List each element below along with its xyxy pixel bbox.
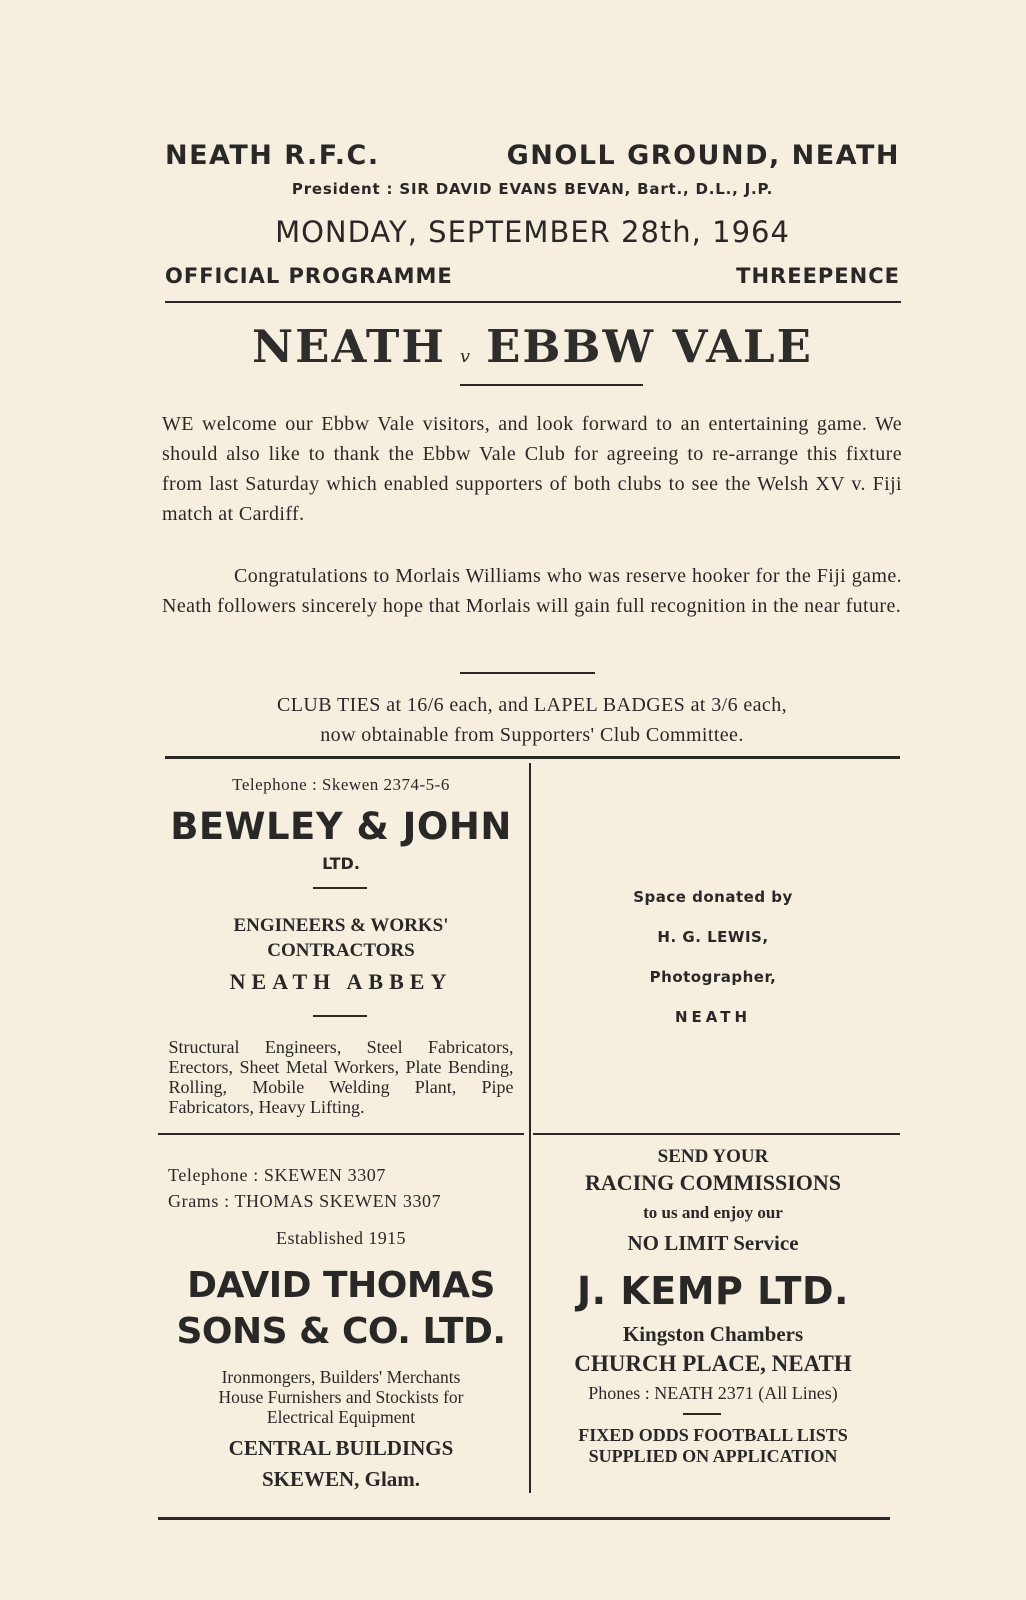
kemp-phones: Phones : NEATH 2371 (All Lines) xyxy=(588,1383,838,1403)
notice-line-1: CLUB TIES at 16/6 each, and LAPEL BADGES at 3/6 each, xyxy=(277,694,787,716)
header-top-row xyxy=(165,140,900,171)
david-thomas-advert xyxy=(160,1162,522,1495)
thomas-company-name-1: DAVID THOMAS xyxy=(187,1265,495,1306)
match-title xyxy=(165,320,900,373)
header-rule xyxy=(165,301,901,303)
kemp-advert xyxy=(525,1145,901,1467)
thomas-telephone: Telephone : SKEWEN 3307 xyxy=(168,1165,386,1185)
home-team: NEATH xyxy=(252,320,446,373)
kemp-company-name: J. KEMP LTD. xyxy=(577,1269,849,1313)
ads-mid-rule-left xyxy=(158,1133,524,1135)
kemp-line-2: RACING COMMISSIONS xyxy=(584,1170,842,1195)
kemp-line-1: SEND YOUR xyxy=(657,1146,769,1167)
congratulations-paragraph: Congratulations to Morlais Williams who was reserve hooker for the Fiji game. Neath followers sincerely hope that Morlais will gain full recognition in the near future. xyxy=(162,565,902,617)
president-line: President : SIR DAVID EVANS BEVAN, Bart., D.L., J.P. xyxy=(291,180,774,198)
lewis-name: H. G. LEWIS, xyxy=(657,928,769,946)
ads-bottom-rule xyxy=(158,1517,890,1520)
bewley-ltd: LTD. xyxy=(322,854,360,873)
kemp-address-2: CHURCH PLACE, NEATH xyxy=(574,1351,852,1376)
bewley-description: Structural Engineers, Steel Fabricators, Erectors, Sheet Metal Workers, Plate Bending, Rolling, Mobile Welding Plant, Pipe Fabricators, Heavy Lifting. xyxy=(168,1037,514,1117)
bewley-location: NEATH ABBEY xyxy=(229,969,453,994)
lewis-line-1: Space donated by xyxy=(633,888,793,906)
welcome-paragraph: WE welcome our Ebbw Vale visitors, and look forward to an entertaining game. We should also like to thank the Ebbw Vale Club for agreeing to re-arrange this fixture from last Saturday which enabled supporters of both clubs to see the Welsh XV v. Fiji match at Cardiff. xyxy=(162,413,902,525)
match-date: MONDAY, SEPTEMBER 28th, 1964 xyxy=(275,215,790,249)
kemp-divider xyxy=(683,1413,721,1415)
thomas-address-2: SKEWEN, Glam. xyxy=(261,1467,421,1491)
thomas-address-1: CENTRAL BUILDINGS xyxy=(228,1436,454,1460)
programme-price: THREEPENCE xyxy=(736,264,900,288)
header-programme-row xyxy=(165,264,900,288)
bewley-trade-2: CONTRACTORS xyxy=(267,940,415,961)
ads-top-rule xyxy=(165,756,900,759)
bewley-trade-1: ENGINEERS & WORKS' xyxy=(233,915,449,936)
bewley-divider-2 xyxy=(313,1015,367,1017)
bewley-john-advert xyxy=(160,775,522,1117)
thomas-desc-1: Ironmongers, Builders' Merchants xyxy=(221,1367,461,1387)
notice-divider xyxy=(460,672,595,674)
thomas-established: Established 1915 xyxy=(276,1228,406,1248)
ground-name: GNOLL GROUND, NEATH xyxy=(506,140,900,171)
away-team: EBBW VALE xyxy=(486,320,813,373)
kemp-address-1: Kingston Chambers xyxy=(622,1322,804,1346)
kemp-odds-2: SUPPLIED ON APPLICATION xyxy=(588,1446,838,1466)
thomas-company-name-2: SONS & CO. LTD. xyxy=(176,1311,506,1352)
club-ties-notice xyxy=(162,690,902,750)
bewley-divider-1 xyxy=(313,887,367,889)
notice-line-2: now obtainable from Supporters' Club Committee. xyxy=(320,724,744,746)
kemp-odds-1: FIXED ODDS FOOTBALL LISTS xyxy=(578,1425,848,1445)
lewis-profession: Photographer, xyxy=(649,968,777,986)
ads-mid-rule-right xyxy=(533,1133,900,1135)
bewley-telephone: Telephone : Skewen 2374-5-6 xyxy=(232,775,450,794)
thomas-desc-2: House Furnishers and Stockists for xyxy=(218,1387,464,1407)
kemp-line-3: to us and enjoy our xyxy=(643,1203,783,1222)
lewis-advert xyxy=(525,877,901,1037)
club-name: NEATH R.F.C. xyxy=(165,140,380,171)
thomas-grams: Grams : THOMAS SKEWEN 3307 xyxy=(168,1191,442,1211)
programme-label: OFFICIAL PROGRAMME xyxy=(165,264,453,288)
lewis-town: NEATH xyxy=(674,1008,752,1026)
kemp-line-4: NO LIMIT Service xyxy=(627,1231,799,1255)
thomas-desc-3: Electrical Equipment xyxy=(266,1407,416,1427)
title-underline xyxy=(460,384,643,386)
bewley-company-name: BEWLEY & JOHN xyxy=(170,805,512,848)
versus-label: v xyxy=(459,346,473,367)
